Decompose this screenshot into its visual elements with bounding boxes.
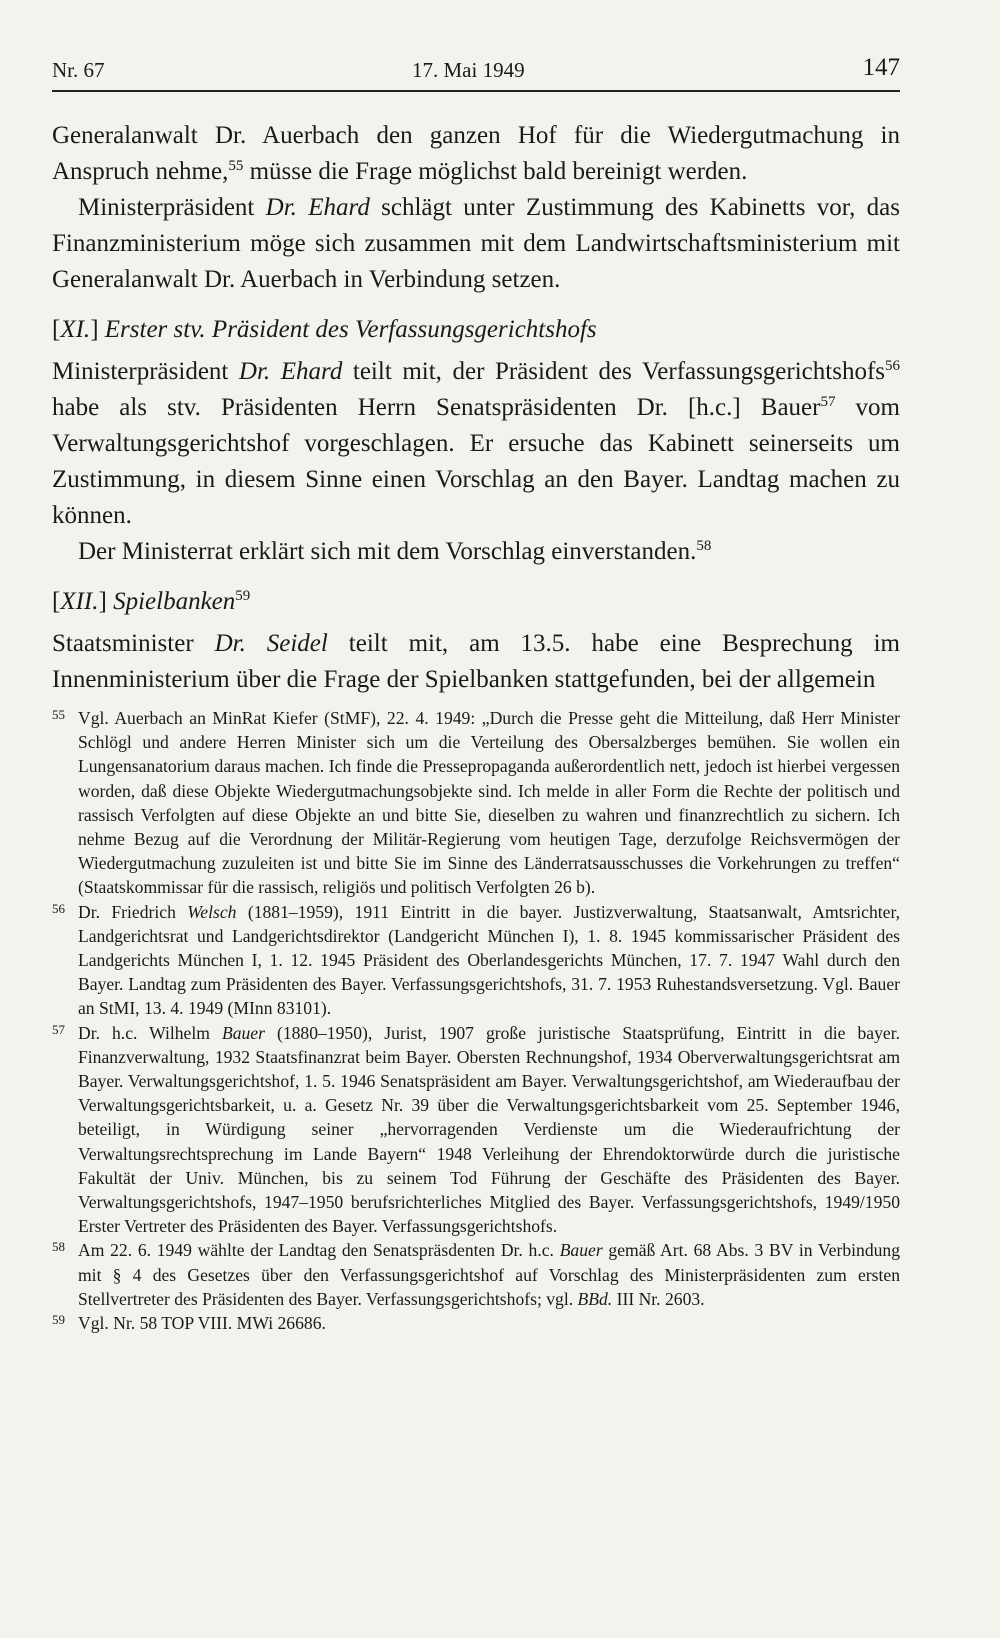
text-run: teilt mit, am 13.5. habe eine Besprechung im Innenministerium über die Frage der Spielbanken stattgefunden, bei der allgemein	[52, 630, 900, 693]
footnote-text: Vgl. Nr. 58 TOP VIII. MWi 26686.	[78, 1313, 326, 1334]
footnote-reference: 59	[235, 588, 251, 604]
text-run: teilt mit, der Präsident des Verfassungsgerichtshofs	[342, 358, 886, 385]
person-name: Bauer	[559, 1240, 603, 1261]
footnote	[52, 1238, 900, 1311]
text-run: Generalanwalt Dr. Auerbach den ganzen Hof für die Wiedergutmachung in Anspruch nehme,	[52, 122, 900, 185]
footnote	[52, 1311, 900, 1335]
person-name: Welsch	[187, 901, 237, 922]
paragraph	[52, 190, 900, 298]
section-number: XII.	[60, 588, 99, 615]
bracket: ]	[98, 588, 114, 615]
text-run: Staatsminister	[52, 630, 215, 657]
text-run: vom Verwaltungsgerichtshof vorgeschlagen. Er ersuche das Kabinett seinerseits um Zustimmung, in diesem Sinne einen Vorschlag an den Bayer. Landtag machen zu können.	[52, 394, 900, 529]
footnote-text: III Nr. 2603.	[612, 1288, 705, 1309]
footnote-number: 57	[52, 1021, 65, 1037]
footnote-text: (1880–1950), Jurist, 1907 große juristische Staatsprüfung, Eintritt in die bayer. Finanzverwaltung, 1932 Staatsfinanzrat beim Bayer. Obersten Rechnungshof, 1934 Oberverwaltungsgerichtsrat am Bayer. Verwaltungsgerichtshof, 1. 5. 1946 Senatspräsident am Bayer. Verwaltungsgerichtshof, am Wiederaufbau der Verwaltungsgerichtsbarkeit, u. a. Gesetz Nr. 39 über die Verwaltungsgerichtsbarkeit vom 25. September 1946, beteiligt, in Würdigung seiner „hervorragenden Verdienste um die Wiederaufrichtung der Verwaltungsrechtsprechung im Lande Bayern“ 1948 Verleihung der Ehrendoktorwürde durch die juristische Fakultät der Univ. München, bis zu seinem Tod Führung der Geschäfte des Präsidenten des Bayer. Verwaltungsgerichtshofs, 1947–1950 berufsrichterliches Mitglied des Bayer. Verfassungsgerichtshofs, 1949/1950 Erster Vertreter des Präsidenten des Bayer. Verfassungsgerichtshofs.	[78, 1022, 900, 1237]
footnote-reference: 57	[820, 394, 836, 410]
section-heading	[52, 312, 900, 348]
paragraph	[52, 354, 900, 534]
paragraph	[52, 118, 900, 190]
footnote-text: (1881–1959), 1911 Eintritt in die bayer. Justizverwaltung, Staatsanwalt, Amtsrichter, Landgerichtsrat und Landgerichtsdirektor (Landgericht München I), 1. 8. 1945 kommissarischer Präsident des Landgerichts München I, 1. 12. 1945 Präsident des Oberlandesgerichts München, 17. 7. 1947 Wahl durch den Bayer. Landtag zum Präsidenten des Bayer. Verfassungsgerichtshofs, 31. 7. 1953 Ruhestandsversetzung. Vgl. Bauer an StMI, 13. 4. 1949 (MInn 83101).	[78, 901, 900, 1019]
text-run: Ministerpräsident	[78, 194, 266, 221]
bracket: [	[52, 316, 61, 343]
footnote-text: Am 22. 6. 1949 wählte der Landtag den Senatspräsdenten Dr. h.c.	[78, 1240, 560, 1261]
bracket: [	[52, 588, 61, 615]
footnote-number: 55	[52, 707, 65, 722]
person-name: Dr. Ehard	[265, 194, 370, 221]
footnotes	[52, 706, 900, 1335]
person-name: Bauer	[221, 1022, 265, 1043]
header-date: 17. Mai 1949	[412, 58, 525, 82]
text-run: Ministerpräsident	[52, 358, 239, 385]
footnote-text: Dr. h.c. Wilhelm	[78, 1022, 222, 1043]
section-title: Spielbanken	[113, 588, 236, 615]
footnote-text: Dr. Friedrich	[78, 901, 188, 922]
person-name: Dr. Seidel	[214, 630, 328, 657]
paragraph	[52, 626, 900, 698]
footnote-text: Vgl. Auerbach an MinRat Kiefer (StMF), 22. 4. 1949: „Durch die Presse geht die Mitteilung, daß Herr Minister Schlögl und andere Herren Minister sich um die Verteilung des Obersalzberges bemühen. Sie wollen ein Lungensanatorium daraus machen. Ich finde die Pressepropaganda außerordentlich nett, jedoch ist hierbei vergessen worden, daß diese Objekte Wiedergutmachungsobjekte sind. Ich melde in aller Form die Rechte der politisch und rassisch Verfolgten auf diese Objekte an und bitte Sie, dieselben zu wahren und finanzrechtlich zu sichern. Ich nehme Bezug auf die Verordnung der Militär-Regierung vom heutigen Tage, derzufolge Reichsvermögen der Wiedergutmachung zuzuleiten ist und bitte Sie im Sinne des Länderratsausschusses die Vorkehrungen zu treffen“ (Staatskommissar für die rassisch, religiös und politisch Verfolgten 26 b).	[78, 708, 900, 898]
text-run: habe als stv. Präsidenten Herrn Senatspräsidenten Dr. [h.c.] Bauer	[52, 394, 821, 421]
paragraph	[52, 534, 900, 570]
citation-reference: BBd.	[577, 1288, 613, 1309]
footnote	[52, 1021, 900, 1239]
text-run: schlägt unter Zustimmung des Kabinetts vor, das Finanzministerium möge sich zusammen mit dem Landwirtschaftsministerium mit Generalanwalt Dr. Auerbach in Verbindung setzen.	[52, 194, 900, 293]
footnote-text: gemäß Art. 68 Abs. 3 BV in Verbindung mit § 4 des Gesetzes über den Verfassungsgerichtshof auf Vorschlag des Ministerpräsidenten zum ersten Stellvertreter des Präsidenten des Bayer. Verfassungsgerichtshofs; vgl.	[78, 1240, 901, 1309]
footnote-reference: 55	[228, 158, 244, 174]
footnote	[52, 900, 900, 1021]
running-header	[52, 54, 900, 92]
footnote-number: 59	[52, 1312, 65, 1328]
footnote	[52, 706, 900, 900]
document-number: Nr. 67	[52, 58, 105, 82]
footnote-number: 58	[52, 1239, 65, 1255]
text-run: Der Ministerrat erklärt sich mit dem Vorschlag einverstanden.	[78, 538, 697, 565]
main-text	[52, 118, 900, 698]
footnote-number: 56	[52, 900, 65, 916]
bracket: ]	[90, 316, 105, 343]
section-number: XI.	[60, 316, 91, 343]
page-number: 147	[862, 54, 900, 81]
section-title: Erster stv. Präsident des Verfassungsgerichtshofs	[104, 316, 597, 343]
text-run: müsse die Frage möglichst bald bereinigt werden.	[243, 158, 748, 185]
footnote-reference: 58	[696, 538, 712, 554]
person-name: Dr. Ehard	[238, 358, 343, 385]
footnote-reference: 56	[885, 358, 901, 374]
section-heading	[52, 584, 900, 620]
